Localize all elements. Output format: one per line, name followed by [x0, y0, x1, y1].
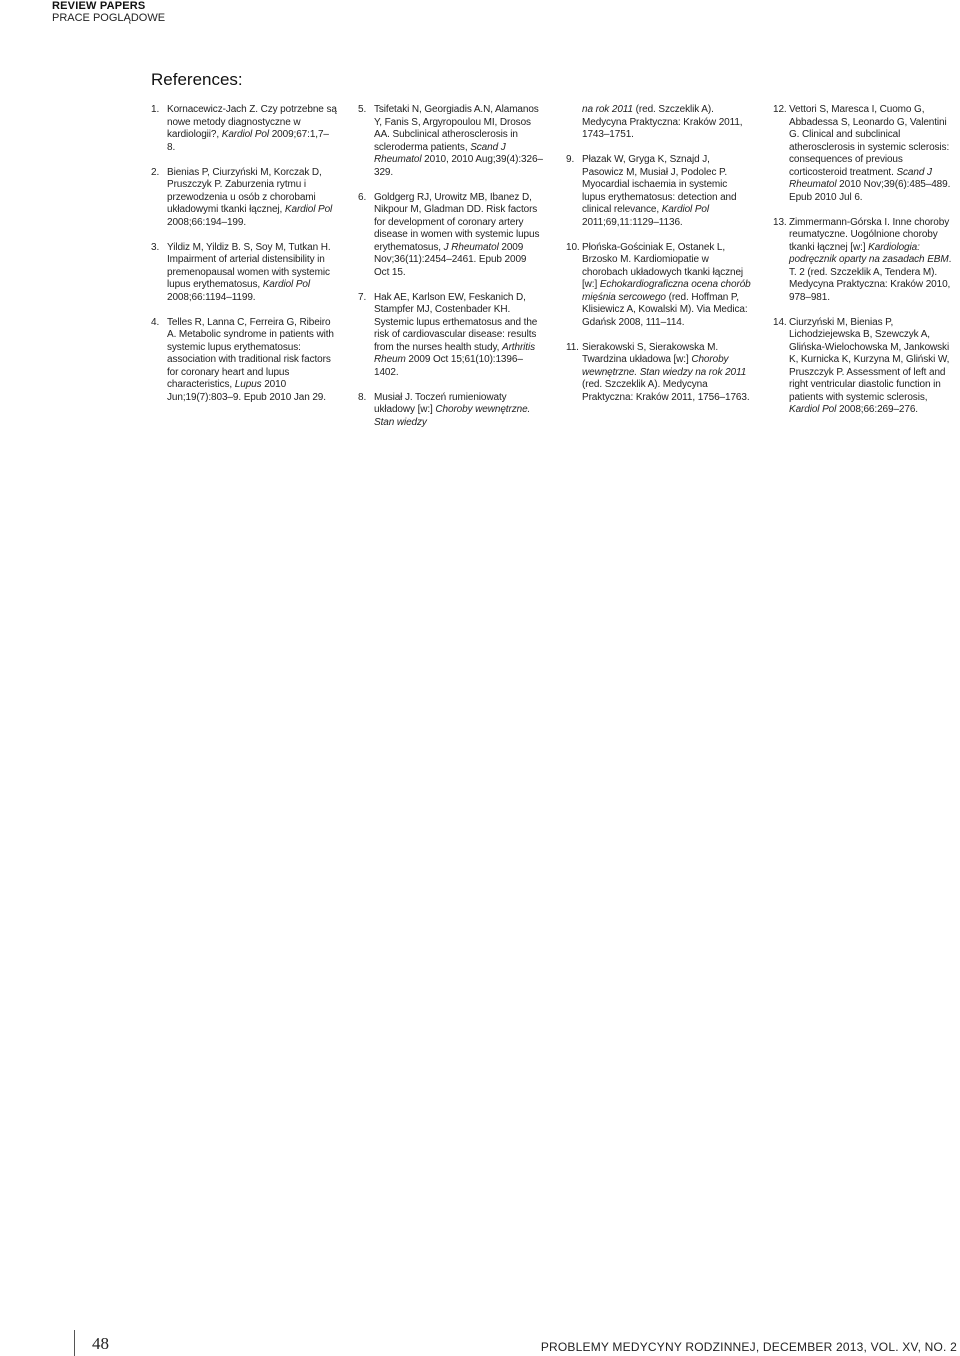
reference-item [773, 217, 959, 305]
reference-text: 2010, 2010 Aug;39(4):326–329. [374, 154, 543, 178]
reference-source: Kardiol Pol [661, 204, 709, 215]
reference-number: 12. [773, 104, 787, 115]
reference-source: Lupus [234, 379, 262, 390]
reference-number: 4. [151, 316, 160, 328]
reference-source: Choroby wewnętrzne. Stan wiedzy na rok 2011 [582, 354, 747, 378]
reference-item [151, 104, 337, 154]
reference-source: J Rheumatol [443, 241, 499, 253]
reference-text: Sierakowski S, Sierakowska M. Twardzina układowa [w:] [582, 341, 719, 365]
reference-text: Tsifetaki N, Georgiadis A.N, Alamanos Y, Fanis S, Argyropoulou MI, Drosos AA. Subclinical atherosclerosis in scleroderma patients, [374, 104, 539, 153]
reference-item [358, 392, 544, 430]
reference-text: Yildiz M, Yildiz B. S, Soy M, Tutkan H. Impairment of arterial distensibility in premenopausal women with systemic lupus erythematosus, [167, 241, 331, 290]
reference-text: 2009 Oct 15;61(10):1396–1402. [374, 354, 523, 378]
reference-source: Scand J Rheumatol [789, 166, 932, 190]
reference-item [773, 317, 959, 417]
footer-divider [74, 1330, 75, 1356]
reference-item [566, 154, 752, 229]
reference-number: 11. [566, 341, 579, 353]
journal-footer [541, 1340, 957, 1354]
reference-text: 2011;69,11:1129–1136. [582, 216, 683, 228]
reference-item [566, 104, 752, 142]
reference-number: 8. [358, 391, 367, 403]
reference-number: 2. [151, 166, 160, 178]
journal-name: PROBLEMY MEDYCYNY RODZINNEJ [540, 1340, 756, 1354]
reference-item [358, 192, 544, 280]
reference-source: Kardiol Pol [789, 404, 837, 415]
reference-number: 7. [358, 291, 367, 303]
reference-text: Ciurzyński M, Bienias P, Lichodziejewska B, Szewczyk A, Glińska-Wielochowska M, Jankowski K, Kurnicka K, Kurzyna M, Gliński W, Pruszczyk P. Assessment of left and right ventricular diastolic function in patients with systemic sclerosis, [789, 316, 950, 403]
reference-item [151, 242, 337, 305]
reference-source: Choroby wewnętrzne. Stan wiedzy [374, 404, 531, 428]
reference-item [358, 292, 544, 380]
reference-column-3 [566, 104, 752, 417]
reference-source: Arthritis Rheum [374, 341, 535, 365]
reference-text: 2010 Nov;39(6):485–489. Epub 2010 Jul 6. [789, 179, 951, 203]
reference-item [773, 104, 959, 204]
reference-source: Scand J Rheumatol [374, 141, 506, 165]
reference-source: Kardiol Pol [221, 129, 270, 140]
journal-issue: , DECEMBER 2013, VOL. XV, NO. 2 [755, 1340, 957, 1354]
reference-source: Echokardiograficzna ocena chorób mięśnia sercowego [582, 279, 751, 303]
reference-text: (red. Hoffman P, Klisiewicz A, Kowalski M). Via Medica: Gdańsk 2008, 111–114. [582, 291, 748, 328]
reference-text: (red. Szczeklik A). Medycyna Praktyczna: Kraków 2011, 1756–1763. [582, 379, 750, 403]
reference-text: Musiał J. Toczeń rumieniowaty układowy [w:] [374, 391, 507, 415]
reference-column-2 [358, 104, 544, 442]
reference-number: 5. [358, 104, 367, 115]
reference-number: 10. [566, 241, 580, 253]
reference-text: Vettori S, Maresca I, Cuomo G, Abbadessa S, Leonardo G, Valentini G. Clinical and subclinical atherosclerosis in systemic sclerosis: consequences of previous corticosteroid treatment. [789, 104, 950, 178]
reference-text: Telles R, Lanna C, Ferreira G, Ribeiro A. Metabolic syndrome in patients with systemic lupus erythematosus: association with traditional risk factors for coronary heart and lupus characteristics, [167, 316, 334, 390]
reference-number: 9. [566, 154, 575, 165]
reference-column-1 [151, 104, 337, 417]
reference-text: Hak AE, Karlson EW, Feskanich D, Stampfer MJ, Costenbader KH. Systemic lupus erthematosus and the risk of cardiovascular disease: results from the nurses health study, [374, 291, 538, 353]
reference-text: Bienias P, Ciurzyński M, Korczak D, Pruszczyk P. Zaburzenia rytmu i przewodzenia u osób z chorobami układowymi tkanki łącznej, [167, 166, 322, 215]
reference-item [151, 317, 337, 405]
reference-number: 14. [773, 316, 787, 328]
reference-number: 3. [151, 241, 160, 253]
section-label-polish: PRACE POGLĄDOWE [52, 12, 166, 24]
reference-source: na rok 2011 [582, 104, 633, 115]
reference-number: 1. [151, 104, 160, 115]
reference-text: Kornacewicz-Jach Z. Czy potrzebne są nowe metody diagnostyczne w kardiologii?, [167, 104, 337, 140]
reference-text: Goldgerg RJ, Urowitz MB, Ibanez D, Nikpour M, Gladman DD. Risk factors for development of coronary artery disease in women with systemic lupus erythematosus, [374, 191, 540, 253]
reference-item [566, 342, 752, 405]
running-header [52, 0, 165, 24]
reference-number: 6. [358, 191, 367, 203]
reference-source: Kardiol Pol [284, 204, 333, 215]
reference-number: 13. [773, 216, 787, 228]
reference-text: 2008;66:1194–1199. [167, 291, 256, 303]
reference-text: Zimmermann-Górska I. Inne choroby reumatyczne. Uogólnione choroby tkanki łącznej [w:] [789, 216, 950, 253]
reference-item [151, 167, 337, 230]
reference-text: . T. 2 (red. Szczeklik A, Tendera M). Medycyna Praktyczna: Kraków 2010, 978–981. [789, 254, 952, 303]
reference-item [566, 242, 752, 330]
reference-text: 2010 Jun;19(7):803–9. Epub 2010 Jan 29. [167, 379, 326, 403]
reference-source: Kardiologia: podręcznik oparty na zasadach EBM [789, 241, 949, 265]
reference-column-4 [773, 104, 959, 429]
references-heading: References: [151, 70, 243, 89]
reference-text: Płońska-Gościniak E, Ostanek L, Brzosko M. Kardiomiopatie w chorobach układowych tkanki łącznej [w:] [582, 241, 744, 290]
reference-text: 2008;66:194–199. [167, 216, 247, 228]
reference-source: Kardiol Pol [262, 279, 310, 290]
section-label: REVIEW PAPERS [52, 0, 146, 12]
reference-text: (red. Szczeklik A). Medycyna Praktyczna: Kraków 2011, 1743–1751. [582, 104, 743, 140]
reference-text: 2009 Nov;36(11):2454–2461. Epub 2009 Oct 15. [374, 241, 527, 278]
page-number: 48 [92, 1334, 109, 1353]
reference-text: 2008;66:269–276. [836, 404, 918, 415]
reference-text: Płazak W, Gryga K, Sznajd J, Pasowicz M, Musiał J, Podolec P. Myocardial ischaemia in systemic lupus erythematosus: detection and clinical relevance, [582, 154, 737, 215]
reference-item [358, 104, 544, 179]
reference-text: 2009;67:1,7–8. [167, 129, 329, 153]
